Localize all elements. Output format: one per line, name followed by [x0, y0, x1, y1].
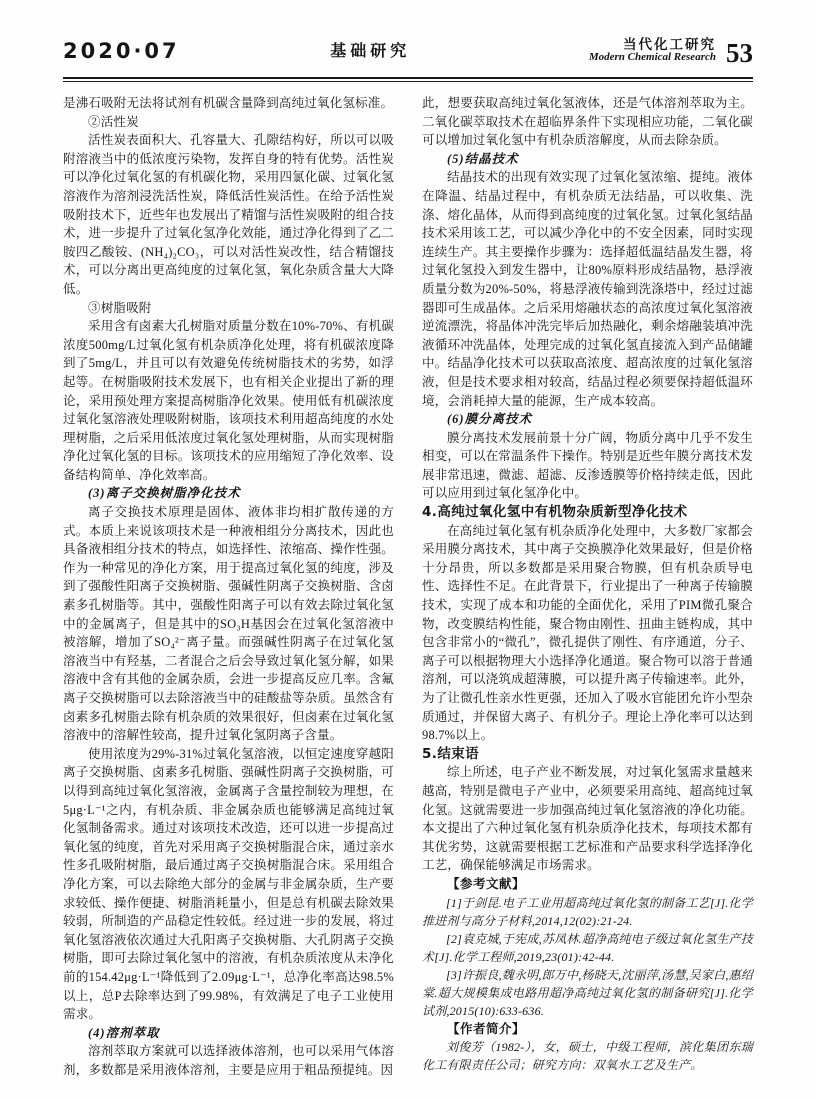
- body-paragraph: 综上所述，电子产业不断发展，对过氧化氢需求量越来越高，特别是微电子产业中，必须要采用高纯、超高纯过氧化氢。这就需要进一步加强高纯过氧化氢溶液的净化功能。本文提出了六种过氧化氢有机杂质净化技术，每项技术都有其优劣势，这就需要根据工艺标准和产品要求科学选择净化工艺，确保能够满足市场需求。: [422, 765, 753, 873]
- article-body: [63, 94, 753, 1079]
- body-paragraph: 活性炭表面积大、孔容量大、孔隙结构好，所以可以吸附溶液当中的低浓度污染物，发挥自身的特有优势。活性炭可以净化过氧化氢的有机碳化物，采用四氯化碳、过氧化氢溶液作为溶剂浸洗活性炭，降低活性炭活性。在给予活性炭吸附技术下，近些年也发展出了精馏与活性炭吸附的组合技术，进一步提升了过氧化氢净化效能，通过净化得到了乙二胺四乙酸铵、(NH₄)₂CO₃，可以对活性炭改性，结合精馏技术，可以分离出更高纯度的过氧化氢，氧化杂质含量大大降低。: [63, 133, 394, 296]
- right-column: [422, 94, 753, 1079]
- subsection-heading: (5)结晶技术: [447, 151, 519, 166]
- issue-date: 2020·07: [63, 39, 180, 63]
- list-heading: 【作者简介】: [447, 1021, 526, 1036]
- author-bio: 刘俊芳（1982-），女，硕士，中级工程师，滨化集团东瑞化工有限责任公司；研究方向：双氧水工艺及生产。: [422, 1040, 753, 1073]
- page-number: 53: [725, 37, 753, 68]
- subsection-heading: (6)膜分离技术: [447, 412, 533, 427]
- body-paragraph: 离子交换技术原理是固体、液体非均相扩散传递的方式。本质上来说该项技术是一种液相组分分离技术，因此也具备液相组分技术的特点，如选择性、浓缩高、操作性强。作为一种常见的净化方案，用于提高过氧化氢的纯度，涉及到了强酸性阳离子交换树脂、强碱性阴离子交换树脂、含卤素多孔树脂等。其中，强酸性阳离子可以有效去除过氧化氢中的金属离子，但是其中的SO₃H基因会在过氧化氢溶液中被溶解，增加了SO₄²⁻离子量。而强碱性阴离子在过氧化氢溶液当中有羟基，二者混合之后会导致过氧化氢分解，如果溶液中含有其他的金属杂质，会进一步提高反应几率。含氟离子交换树脂可以去除溶液当中的硅酸盐等杂质。虽然含有卤素多孔树脂去除有机杂质的效果很好，但卤素在过氧化氢溶液中的溶解性较高，提升过氧化氢阴离子含量。: [63, 505, 394, 743]
- body-paragraph: 在高纯过氧化氢有机杂质净化处理中，大多数厂家都会采用膜分离技术，其中离子交换膜净化效果最好，但是价格十分昂贵，所以多数都是采用聚合物膜，但有机杂质导电性、选择性不足。在此背景下，行业提出了一种离子传输膜技术，实现了成本和功能的全面优化，采用了PIM微孔聚合物，改变膜结构性能，聚合物由刚性、扭曲主链构成，其中包含非常小的“微孔”，微孔提供了刚性、有序通道，分子、离子可以根据物理大小选择净化通道。聚合物可以溶于普通溶剂，可以浇筑成超薄膜，可以提升离子传输速率。此外，为了让微孔性亲水性更强，还加入了吸水官能团允许小型杂质通过，并保留大离子、有机分子。理论上净化率可以达到98.7%以上。: [422, 523, 753, 743]
- reference-item: [1]于剑昆.电子工业用超高纯过氧化氢的制备工艺[J].化学推进剂与高分子材料,2014,12(02):21-24.: [422, 895, 753, 928]
- left-column: [63, 94, 394, 1079]
- subsection-heading: (3)离子交换树脂净化技术: [88, 486, 241, 501]
- body-paragraph: 使用浓度为29%-31%过氧化氢溶液，以恒定速度穿越阳离子交换树脂、卤素多孔树脂、强碱性阴离子交换树脂，可以得到高纯过氧化氢溶液，金属离子含量控制较为理想，在5μg·L⁻¹之内，有机杂质、非金属杂质也能够满足高纯过氧化氢制备需求。通过对该项技术改造，还可以进一步提高过氧化氢的纯度，首先对采用离子交换树脂混合床，通过亲水性多孔吸附树脂，最后通过离子交换树脂混合床。采用组合净化方案，可以去除绝大部分的金属与非金属杂质，生产要求较低、操作便捷、树脂消耗量小，但是总有机碳去除效果较弱，所制造的产品稳定性较低。经过进一步的发展，将过氧化氢溶液依次通过大孔阳离子交换树脂、大孔阴离子交换树脂，即可去除过氧化氢中的溶液，有机杂质浓度从未净化前的154.42μg·L⁻¹降低到了2.09μg·L⁻¹，总净化率高达98.5%以上，总P去除率达到了99.98%，有效满足了电子工业使用需求。: [63, 746, 394, 1022]
- reference-item: [2]袁克城,于宪成,苏凤林.超净高纯电子级过氧化氢生产技术[J].化学工程师,2019,23(01):42-44.: [422, 931, 753, 964]
- reference-item: [3]许振良,魏永明,郎万中,杨晓天,沈丽萍,汤慧,吴家白,惠绍棠.超大规模集成电路用超净高纯过氧化氢的制备研究[J].化学试剂,2015(10):633-636.: [422, 967, 753, 1018]
- body-paragraph: 溶剂萃取方案就可以选择液体溶剂，也可以采用气体溶剂，多数都是采用液体溶剂，主要是应用于粗品预提纯。因: [63, 1044, 394, 1077]
- subsection-heading: (4)溶剂萃取: [88, 1025, 160, 1040]
- journal-title: [589, 38, 716, 65]
- body-paragraph: 结晶技术的出现有效实现了过氧化氢浓缩、提纯。液体在降温、结晶过程中，有机杂质无法结晶，可以收集、洗涤、熔化晶体，从而得到高纯度的过氧化氢。过氧化氢结晶技术采用该工艺，可以减少净化中的不安全因素，同时实现连续生产。其主要操作步骤为：选择超低温结晶发生器，将过氧化氢投入到发生器中，让80%原料形成结晶物，悬浮液质量分数为20%-50%，将悬浮液传输到洗涤塔中，经过过滤器即可生成晶体。之后采用熔融状态的高浓度过氧化氢溶液逆流漂洗，将晶体冲洗完毕后加热融化，剩余熔融装填冲洗液循环冲洗晶体，处理完成的过氧化氢直接流入到产品储罐中。结晶净化技术可以获取高浓度、超高浓度的过氧化氢溶液，但是技术要求相对较高，结晶过程必须要保持超低温环境，会消耗掉大量的能源，生产成本较高。: [422, 170, 753, 408]
- header-rule: [63, 77, 753, 82]
- journal-title-block: [588, 37, 753, 68]
- section-banner: 基础研究: [330, 43, 411, 60]
- body-paragraph: 采用含有卤素大孔树脂对质量分数在10%-70%、有机碳浓度500mg/L过氧化氢有机杂质净化处理，将有机碳浓度降到了5mg/L，并且可以有效避免传统树脂技术的劣势，如浮起等。在树脂吸附技术发展下，也有相关企业提出了新的理论，采用预处理方案提高树脂净化效果。使用低有机碳浓度过氧化氢溶液处理吸附树脂，该项技术利用超高纯度的水处理树脂，之后采用低浓度过氧化氢处理树脂，从而实现树脂净化过氧化氢的目标。该项技术的应用缩短了净化效率、设备结构简单、净化效率高。: [63, 319, 394, 482]
- body-paragraph: 膜分离技术发展前景十分广阔，物质分离中几乎不发生相变，可以在常温条件下操作。特别是近些年膜分离技术发展非常迅速，微滤、超滤、反渗透膜等价格持续走低，因此可以应用到过氧化氢净化中。: [422, 430, 753, 501]
- journal-title-cn: 当代化工研究: [622, 37, 716, 53]
- section-heading: 4.高纯过氧化氢中有机物杂质新型净化技术: [422, 504, 688, 521]
- list-heading: 【参考文献】: [447, 876, 526, 891]
- paragraph-continuation: 是沸石吸附无法将试剂有机碳含量降到高纯过氧化氢标准。: [63, 96, 394, 110]
- subsection-label: ②活性炭: [88, 114, 139, 129]
- paragraph-continuation: 此，想要获取高纯过氧化氢液体，还是气体溶剂萃取为主。二氧化碳萃取技术在超临界条件下实现相应功能，二氧化碳可以增加过氧化氢中有机杂质溶解度，从而去除杂质。: [422, 96, 753, 148]
- subsection-label: ③树脂吸附: [88, 300, 152, 315]
- journal-title-en: Modern Chemical Research: [588, 51, 716, 64]
- section-heading: 5.结束语: [422, 745, 480, 762]
- page-header: [63, 37, 753, 68]
